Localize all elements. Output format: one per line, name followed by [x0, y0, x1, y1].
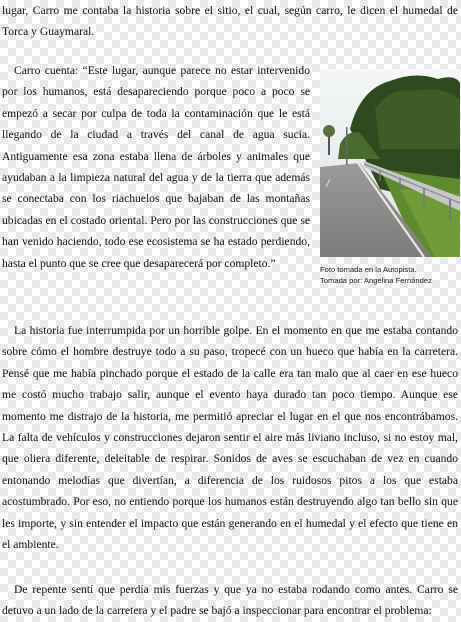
paragraph-ending: De repente sentí que perdía mis fuerzas y que ya no estaba rodando como antes. Carro se detuvo a un lado de la carretera y el padre se bajó a inspeccionar para encontrar el problema:	[2, 583, 458, 618]
paragraph-carro-quote: Carro cuenta: “Este lugar, aunque parece no estar intervenido por los humanos, está desapareciendo porque poco a poco se empezó a secar por culpa de toda la contaminación que le está llegando de la ciudad a través del canal de agua sucia. Antiguamente esa zona estaba llena de árboles y animales que ayudaban a la limpieza natural del agua y de la tierra que además se conectaba con los riachuelos que bajaban de las montañas ubicadas en el costado oriental. Pero por las construcciones que se han venido haciendo, todo ese ecosistema se ha estado perdiendo, hasta el punto que se cree que desaparecerá por completo.”	[2, 64, 310, 270]
photo-caption	[320, 264, 460, 286]
paragraph-intro: lugar, Carro me contaba la historia sobre el sitio, el cual, según carro, le dicen el humedal de Torca y Guaymaral.	[2, 4, 458, 39]
caption-line-2: Tomada por: Angelina Fernández	[320, 276, 432, 285]
highway-photo	[320, 69, 460, 257]
photo-figure	[320, 69, 460, 286]
paragraph-interruption: La historia fue interrumpida por un horrible golpe. En el momento en que me estaba contando sobre cómo el hombre destruye todo a su paso, tropecé con un hueco que había en la carretera. Pensé que me había pinchado porque el estado de la calle era tan malo que al caer en ese hueco me costó mucho trabajo salir, aunque el evento haya durado tan poco tiempo. Aunque ese momento me distrajo de la historia, me permitió apreciar el lugar en el que nos encontrábamos. La falta de vehículos y construcciones dejaron sentir el aire más liviano incluso, si no estoy mal, que oliera diferente, deleitable de respirar. Sonidos de aves se escuchaban de vez en cuando entonando melodías que divertían, a diferencia de los ruidosos pitos a los que estaba acostumbrado. Por eso, no entiendo porque los humanos están destruyendo algo tan bello sin que les importe, y sin entender el impacto que están generando en el humedal y el efecto que tiene en el ambiente.	[2, 324, 458, 552]
caption-line-1: Foto tomada en la Autopista.	[320, 265, 417, 274]
